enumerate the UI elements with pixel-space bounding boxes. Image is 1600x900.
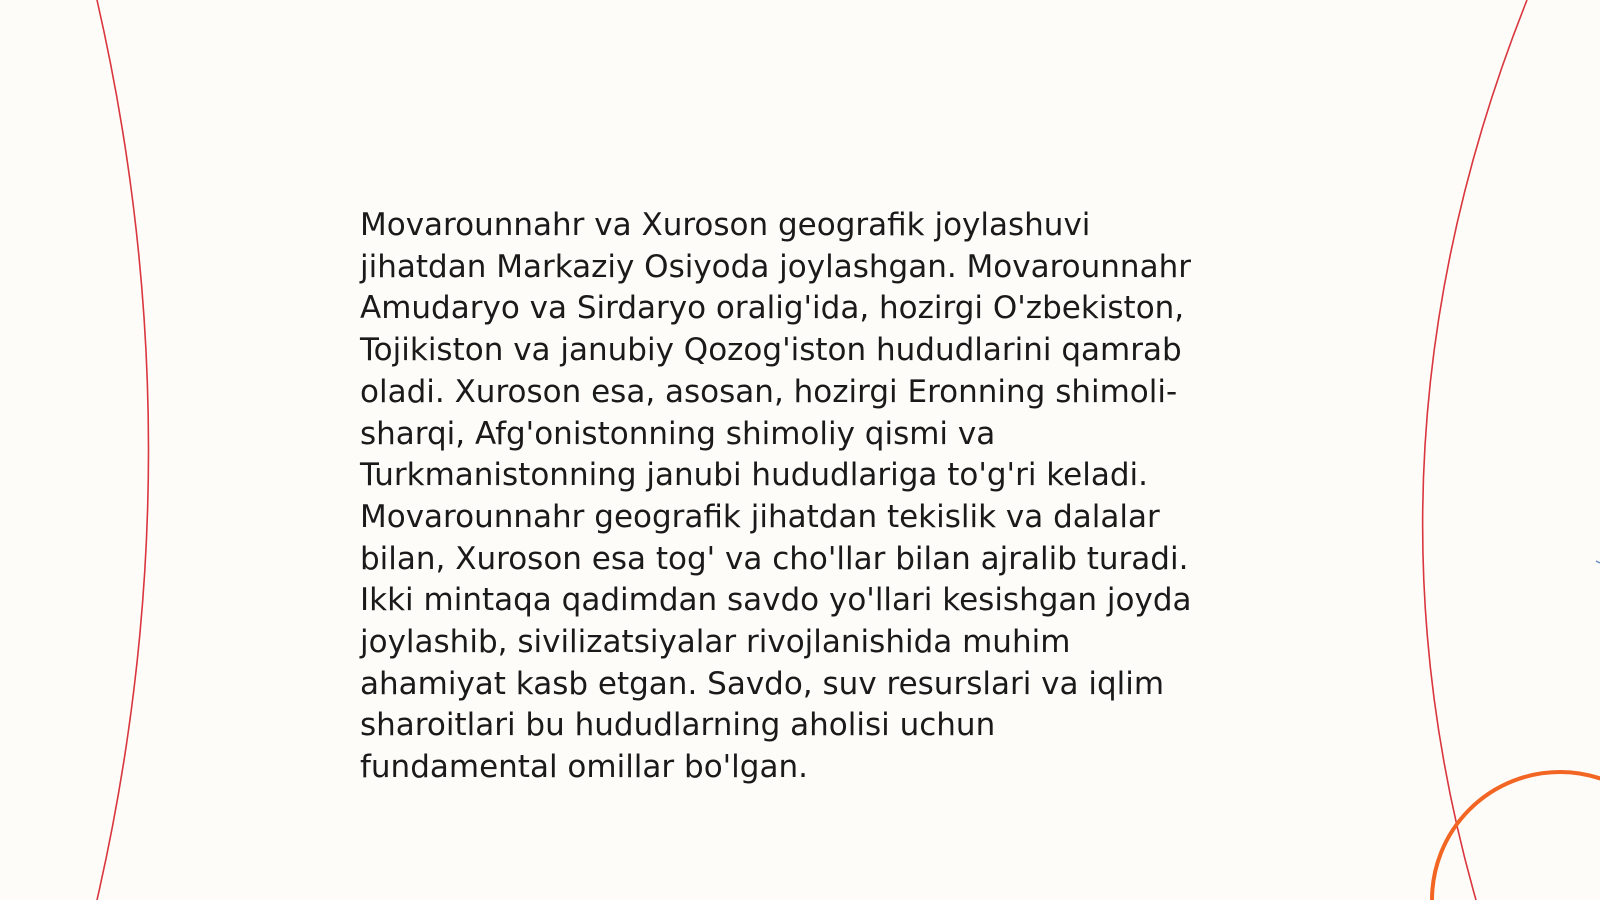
left-curve-line: [97, 0, 149, 900]
edge-tick-mark: [1596, 561, 1600, 563]
body-line-9: bilan, Xuroson esa tog' va cho'llar bilan ajralib turadi.: [360, 540, 1189, 577]
body-line-8: Movarounnahr geografik jihatdan tekislik va dalalar: [360, 498, 1160, 535]
body-line-7: Turkmanistonning janubi hududlariga to'g'ri keladi.: [360, 457, 1148, 494]
body-line-3: Amudaryo va Sirdaryo oralig'ida, hozirgi O'zbekiston,: [360, 290, 1185, 327]
body-line-12: ahamiyat kasb etgan. Savdo, suv resurslari va iqlim: [360, 665, 1165, 702]
right-curve-line: [1423, 0, 1527, 900]
body-line-13: sharoitlari bu hududlarning aholisi uchun: [360, 707, 996, 744]
body-line-10: Ikki mintaqa qadimdan savdo yo'llari kesishgan joyda: [360, 582, 1192, 619]
body-line-6: sharqi, Afg'onistonning shimoliy qismi va: [360, 415, 996, 452]
body-text: [360, 205, 1250, 789]
body-line-1: Movarounnahr va Xuroson geografik joylashuvi: [360, 207, 1091, 243]
body-line-5: oladi. Xuroson esa, asosan, hozirgi Eronning shimoli-: [360, 373, 1178, 410]
body-line-11: joylashib, sivilizatsiyalar rivojlanishida muhim: [360, 624, 1071, 661]
body-line-2: jihatdan Markaziy Osiyoda joylashgan. Movarounnahr: [360, 248, 1191, 285]
body-line-14: fundamental omillar bo'lgan.: [360, 749, 808, 786]
body-line-4: Tojikiston va janubiy Qozog'iston hududlarini qamrab: [360, 332, 1182, 369]
corner-accent-arc: [1432, 772, 1600, 900]
